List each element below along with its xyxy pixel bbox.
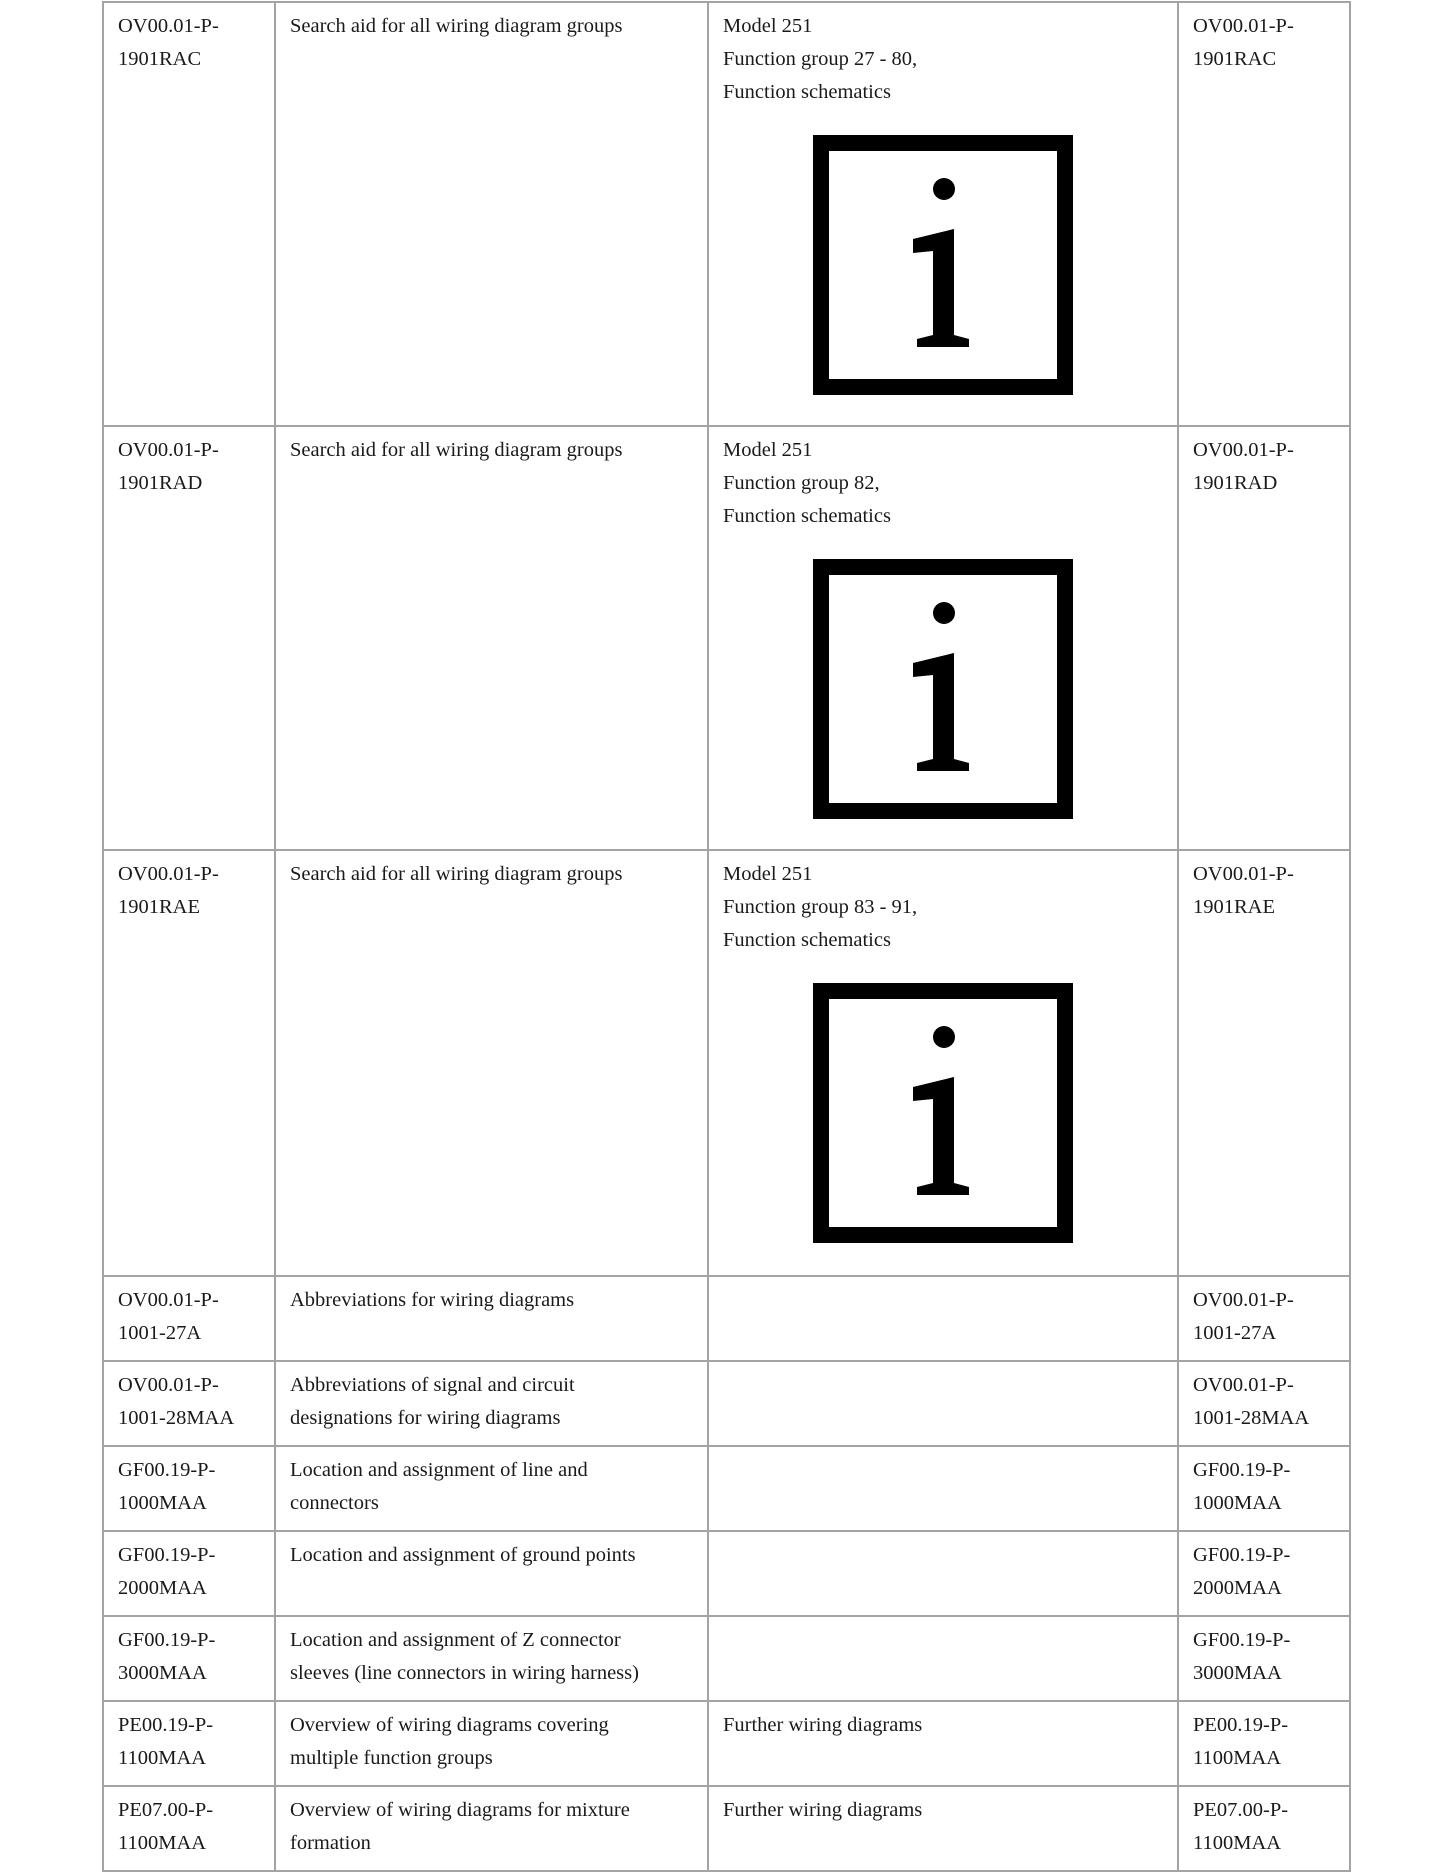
document-reference-line: OV00.01-P-: [1193, 863, 1294, 885]
document-reference-line: 1901RAD: [1193, 472, 1278, 494]
info-icon: [813, 135, 1073, 395]
document-title-cell: [275, 1616, 708, 1701]
document-title-line: Location and assignment of line and: [290, 1459, 588, 1481]
document-id-cell: [103, 1531, 275, 1616]
document-id-line: PE07.00-P-: [118, 1799, 214, 1821]
document-id-line: OV00.01-P-: [118, 15, 219, 37]
table-row: [103, 1616, 1350, 1701]
document-id-line: OV00.01-P-: [118, 1289, 219, 1311]
table-row: [103, 850, 1350, 1276]
document-note-line: Function group 27 - 80,: [723, 48, 918, 70]
document-note-line: Function schematics: [723, 505, 891, 527]
document-title-cell: [275, 2, 708, 426]
document-reference-line: OV00.01-P-: [1193, 439, 1294, 461]
document-title-cell: [275, 1786, 708, 1871]
document-title-line: designations for wiring diagrams: [290, 1407, 561, 1429]
document-title-cell: [275, 1531, 708, 1616]
document-reference-line: 2000MAA: [1193, 1577, 1282, 1599]
document-note-cell: [708, 850, 1178, 1276]
info-icon: [813, 983, 1073, 1243]
document-note-cell: [708, 2, 1178, 426]
document-id-cell: [103, 1446, 275, 1531]
document-reference-line: 1000MAA: [1193, 1492, 1282, 1514]
document-id-line: GF00.19-P-: [118, 1459, 216, 1481]
document-note-cell: [708, 1786, 1178, 1871]
document-id-cell: [103, 1701, 275, 1786]
table-row: [103, 2, 1350, 426]
document-reference-line: 1001-28MAA: [1193, 1407, 1310, 1429]
document-id-cell: [103, 1361, 275, 1446]
document-id-line: 1001-28MAA: [118, 1407, 235, 1429]
wiring-diagram-reference-table: [102, 1, 1351, 1872]
table-row: [103, 1446, 1350, 1531]
document-id-line: GF00.19-P-: [118, 1629, 216, 1651]
document-reference-line: OV00.01-P-: [1193, 1374, 1294, 1396]
document-reference-cell[interactable]: [1178, 1531, 1350, 1616]
document-note-line: Function group 83 - 91,: [723, 896, 918, 918]
document-title-cell: [275, 1701, 708, 1786]
document-note-line: Model 251: [723, 863, 813, 885]
table-row: [103, 1531, 1350, 1616]
document-id-line: GF00.19-P-: [118, 1544, 216, 1566]
document-id-line: 1901RAC: [118, 48, 202, 70]
document-note-cell: [708, 1276, 1178, 1361]
document-note-cell: [708, 1361, 1178, 1446]
document-id-cell: [103, 426, 275, 850]
document-title-line: formation: [290, 1832, 371, 1854]
document-note-cell: [708, 1616, 1178, 1701]
document-id-line: 1901RAD: [118, 472, 203, 494]
document-id-line: OV00.01-P-: [118, 439, 219, 461]
document-id-line: OV00.01-P-: [118, 863, 219, 885]
info-icon: [813, 559, 1073, 819]
document-reference-cell[interactable]: [1178, 1786, 1350, 1871]
document-reference-cell[interactable]: [1178, 426, 1350, 850]
document-id-line: 1100MAA: [118, 1832, 207, 1854]
document-id-cell: [103, 1786, 275, 1871]
table-row: [103, 1361, 1350, 1446]
document-id-line: 1901RAE: [118, 896, 200, 918]
document-id-line: 2000MAA: [118, 1577, 207, 1599]
document-reference-line: PE07.00-P-: [1193, 1799, 1289, 1821]
table-row: [103, 426, 1350, 850]
document-title-line: Location and assignment of ground points: [290, 1544, 636, 1566]
document-title-cell: [275, 850, 708, 1276]
document-reference-line: 1001-27A: [1193, 1322, 1277, 1344]
table-body: [103, 2, 1350, 1871]
document-title-line: multiple function groups: [290, 1747, 493, 1769]
document-id-cell: [103, 850, 275, 1276]
document-reference-line: OV00.01-P-: [1193, 15, 1294, 37]
document-reference-line: 1901RAC: [1193, 48, 1277, 70]
document-reference-line: GF00.19-P-: [1193, 1629, 1291, 1651]
document-title-line: Abbreviations of signal and circuit: [290, 1374, 575, 1396]
document-id-line: 1100MAA: [118, 1747, 207, 1769]
document-title-line: Search aid for all wiring diagram groups: [290, 863, 623, 885]
document-title-line: connectors: [290, 1492, 379, 1514]
document-id-cell: [103, 2, 275, 426]
document-reference-cell[interactable]: [1178, 1701, 1350, 1786]
document-reference-line: 1100MAA: [1193, 1747, 1282, 1769]
document-note-cell: [708, 426, 1178, 850]
document-title-line: Overview of wiring diagrams for mixture: [290, 1799, 630, 1821]
document-note-line: Function schematics: [723, 929, 891, 951]
document-title-line: sleeves (line connectors in wiring harness): [290, 1662, 639, 1684]
document-note-line: Further wiring diagrams: [723, 1714, 923, 1736]
document-reference-line: 1100MAA: [1193, 1832, 1282, 1854]
table-row: [103, 1786, 1350, 1871]
document-reference-line: GF00.19-P-: [1193, 1544, 1291, 1566]
document-reference-cell[interactable]: [1178, 2, 1350, 426]
document-title-cell: [275, 1361, 708, 1446]
document-title-cell: [275, 1446, 708, 1531]
document-note-line: Function schematics: [723, 81, 891, 103]
document-id-cell: [103, 1616, 275, 1701]
document-reference-line: 3000MAA: [1193, 1662, 1282, 1684]
document-note-line: Model 251: [723, 439, 813, 461]
table-row: [103, 1276, 1350, 1361]
document-id-line: 1001-27A: [118, 1322, 202, 1344]
document-title-line: Overview of wiring diagrams covering: [290, 1714, 609, 1736]
document-title-cell: [275, 1276, 708, 1361]
document-reference-cell[interactable]: [1178, 850, 1350, 1276]
document-note-line: Model 251: [723, 15, 813, 37]
document-reference-cell[interactable]: [1178, 1276, 1350, 1361]
document-reference-line: GF00.19-P-: [1193, 1459, 1291, 1481]
document-note-line: Function group 82,: [723, 472, 880, 494]
document-reference-line: OV00.01-P-: [1193, 1289, 1294, 1311]
document-id-line: 3000MAA: [118, 1662, 207, 1684]
document-reference-cell[interactable]: [1178, 1361, 1350, 1446]
document-id-cell: [103, 1276, 275, 1361]
document-id-line: 1000MAA: [118, 1492, 207, 1514]
document-id-line: OV00.01-P-: [118, 1374, 219, 1396]
document-reference-line: 1901RAE: [1193, 896, 1275, 918]
document-note-cell: [708, 1701, 1178, 1786]
document-reference-cell[interactable]: [1178, 1446, 1350, 1531]
document-title-line: Abbreviations for wiring diagrams: [290, 1289, 575, 1311]
document-reference-cell[interactable]: [1178, 1616, 1350, 1701]
document-title-line: Search aid for all wiring diagram groups: [290, 15, 623, 37]
document-title-cell: [275, 426, 708, 850]
document-title-line: Search aid for all wiring diagram groups: [290, 439, 623, 461]
document-reference-line: PE00.19-P-: [1193, 1714, 1289, 1736]
table-row: [103, 1701, 1350, 1786]
document-id-line: PE00.19-P-: [118, 1714, 214, 1736]
document-title-line: Location and assignment of Z connector: [290, 1629, 621, 1651]
document-note-line: Further wiring diagrams: [723, 1799, 923, 1821]
document-note-cell: [708, 1531, 1178, 1616]
document-note-cell: [708, 1446, 1178, 1531]
